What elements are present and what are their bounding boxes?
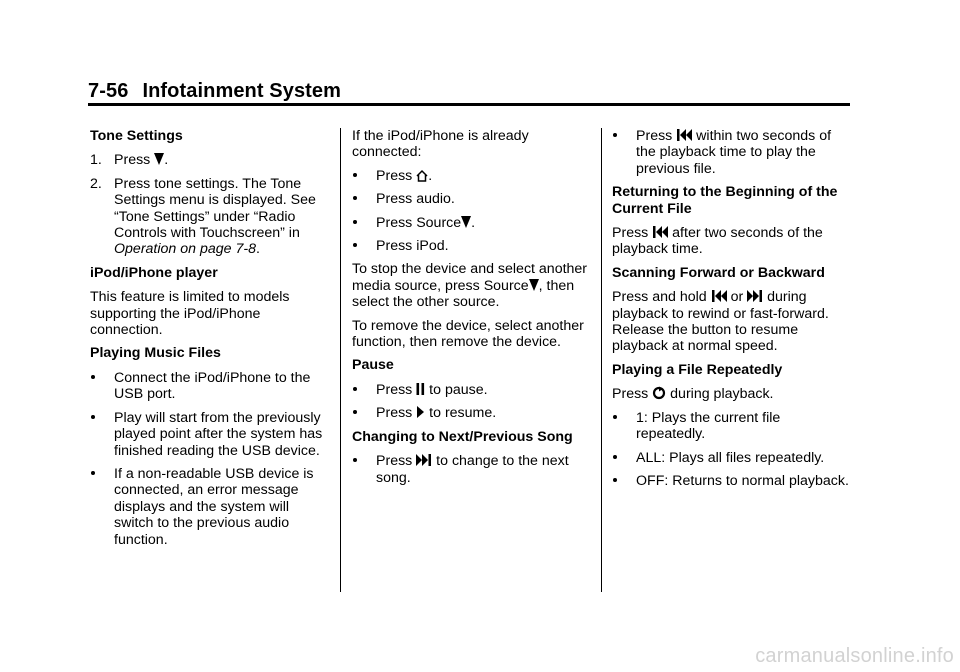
menu-triangle-icon — [529, 278, 539, 292]
column-1 — [90, 128, 330, 555]
stop-device-text: To stop the device and select another media source, press Source , then select the other source. — [352, 261, 588, 311]
menu-triangle-icon — [461, 215, 471, 229]
column-2 — [352, 128, 590, 493]
return-beginning-heading: Returning to the Beginning of the Current File — [612, 184, 838, 217]
repeat-heading: Playing a File Repeatedly — [612, 361, 783, 378]
list-item: Connect the iPod/iPhone to the USB port. — [90, 370, 330, 403]
next-track-icon — [747, 289, 763, 303]
page-title: Infotainment System — [142, 80, 342, 102]
watermark: carmanualsonline.info — [755, 645, 954, 667]
ipod-text: This feature is limited to models supporting the iPod/iPhone connection. — [90, 289, 290, 339]
list-item: Press iPod. — [352, 238, 590, 254]
column-divider — [601, 128, 602, 592]
list-item: Press Source . — [352, 215, 590, 231]
column-3 — [612, 128, 852, 496]
previous-track-icon — [676, 128, 692, 142]
step-1: 1. Press . — [90, 152, 169, 169]
connected-text: If the iPod/iPhone is already connected: — [352, 128, 529, 161]
previous-track-icon — [711, 289, 727, 303]
page-number: 7-56 — [88, 80, 129, 102]
scanning-text: Press and hold or during playback to rewind or fast-forward. Release the button to resume playback at normal speed. — [612, 289, 829, 355]
home-icon — [416, 169, 428, 182]
step-2: 2. Press tone settings. The Tone Settings menu is displayed. See “Tone Settings” under “Radio Controls with Touchscreen” in Operation on page 7-8. — [90, 175, 316, 258]
play-icon — [416, 405, 425, 419]
repeat-text: Press during playback. — [612, 386, 774, 403]
list-item: Press to pause. — [352, 382, 590, 398]
column-divider — [340, 128, 341, 592]
tone-settings-heading: Tone Settings — [90, 128, 183, 144]
next-track-icon — [416, 453, 432, 467]
page-header — [88, 80, 341, 103]
ipod-heading: iPod/iPhone player — [90, 264, 218, 281]
list-item: Press to resume. — [352, 405, 590, 421]
page-reference-link[interactable]: Operation on page 7-8 — [114, 241, 256, 258]
list-item: 1: Plays the current file repeatedly. — [612, 410, 852, 443]
list-item: Press to change to the next song. — [352, 453, 590, 486]
header-rule — [88, 103, 850, 106]
playing-music-heading: Playing Music Files — [90, 345, 221, 362]
scanning-heading: Scanning Forward or Backward — [612, 264, 825, 281]
list-item: Play will start from the previously played point after the system has finished reading the USB device. — [90, 410, 330, 459]
pause-icon — [416, 382, 425, 396]
list-item: Press . — [352, 168, 590, 184]
changing-song-heading: Changing to Next/Previous Song — [352, 428, 573, 445]
list-item: Press within two seconds of the playback time to play the previous file. — [612, 128, 852, 177]
menu-triangle-icon — [154, 152, 164, 166]
previous-track-icon — [652, 225, 668, 239]
repeat-icon — [652, 386, 666, 400]
pause-heading: Pause — [352, 357, 394, 374]
list-item: Press audio. — [352, 191, 590, 207]
list-item: OFF: Returns to normal playback. — [612, 473, 852, 489]
remove-device-text: To remove the device, select another function, then remove the device. — [352, 317, 584, 351]
list-item: If a non-readable USB device is connected, an error message displays and the system will switch to the previous audio function. — [90, 466, 330, 548]
list-item: ALL: Plays all files repeatedly. — [612, 450, 852, 466]
return-text: Press after two seconds of the playback time. — [612, 225, 823, 258]
